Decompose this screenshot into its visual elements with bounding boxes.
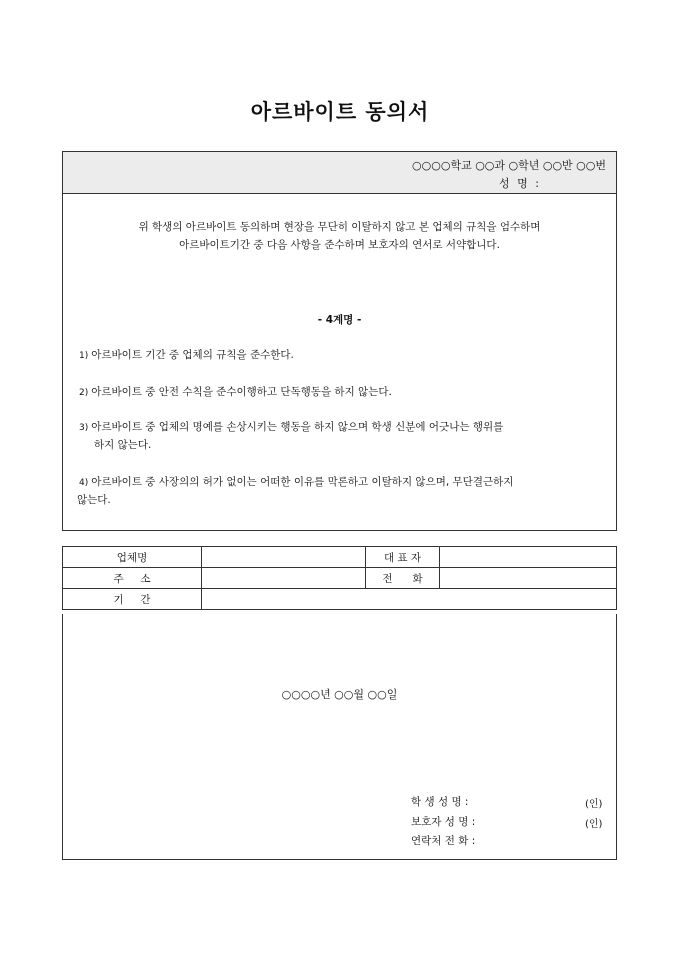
representative-field[interactable]	[440, 547, 617, 568]
period-field[interactable]	[202, 589, 617, 610]
intro-paragraph	[63, 218, 616, 254]
intro-line-1: 위 학생의 아르바이트 동의하며 현장을 무단히 이탈하지 않고 본 업체의 규칙을 엄수하며	[138, 221, 541, 233]
pledge-text-continued: 않는다.	[77, 494, 111, 506]
phone-field[interactable]	[440, 568, 617, 589]
pledge-text: 아르바이트 기간 중 업체의 규칙을 준수한다.	[91, 349, 294, 361]
address-field[interactable]	[202, 568, 366, 589]
pledge-box	[62, 151, 617, 531]
period-label: 기 간	[63, 589, 202, 610]
pledge-number: 2)	[79, 388, 89, 398]
table-row	[63, 547, 617, 568]
pledge-text: 아르바이트 중 업체의 명예를 손상시키는 행동을 하지 않으며 학생 신분에 어긋나는 행위를	[91, 421, 504, 433]
phone-label: 전 화	[366, 568, 440, 589]
pledge-item-3	[79, 419, 599, 454]
pledge-text: 아르바이트 중 사장의의 허가 없이는 어떠한 이유를 막론하고 이탈하지 않으며, 무단결근하지	[91, 476, 514, 488]
guardian-seal-mark: (인)	[585, 819, 603, 830]
school-class-line: ○○○○학교 ○○과 ○학년 ○○반 ○○번	[412, 159, 606, 172]
pledge-text-continued: 하지 않는다.	[94, 439, 152, 451]
company-name-field[interactable]	[202, 547, 366, 568]
pledge-item-4	[79, 474, 599, 509]
contact-row	[411, 833, 611, 848]
contact-phone-label: 연락처 전 화 :	[411, 835, 476, 847]
address-label: 주 소	[63, 568, 202, 589]
name-label: 성 명 :	[499, 177, 541, 190]
pledge-text: 아르바이트 중 안전 수칙을 준수이행하고 단독행동을 하지 않는다.	[91, 386, 392, 398]
student-signature-row	[411, 794, 611, 809]
signature-box	[62, 614, 617, 860]
employer-info-table	[62, 546, 617, 610]
representative-label: 대 표 자	[366, 547, 440, 568]
student-name-label: 학 생 성 명 :	[411, 796, 469, 808]
guardian-signature-row	[411, 814, 611, 829]
company-name-label: 업체명	[63, 547, 202, 568]
date-line: ○○○○년 ○○월 ○○일	[281, 688, 398, 701]
intro-line-2: 아르바이트기간 중 다음 사항을 준수하며 보호자의 연서로 서약합니다.	[179, 239, 500, 251]
pledge-item-2	[79, 384, 599, 402]
student-info-header	[63, 152, 616, 194]
pledge-heading: - 4계명 -	[317, 314, 362, 326]
pledge-number: 1)	[79, 351, 89, 361]
pledge-item-1	[79, 347, 599, 365]
pledge-number: 4)	[79, 478, 89, 488]
guardian-name-label: 보호자 성 명 :	[411, 816, 476, 828]
pledge-number: 3)	[79, 423, 89, 433]
table-row	[63, 589, 617, 610]
student-seal-mark: (인)	[585, 799, 603, 810]
table-row	[63, 568, 617, 589]
document-title: 아르바이트 동의서	[250, 100, 430, 124]
